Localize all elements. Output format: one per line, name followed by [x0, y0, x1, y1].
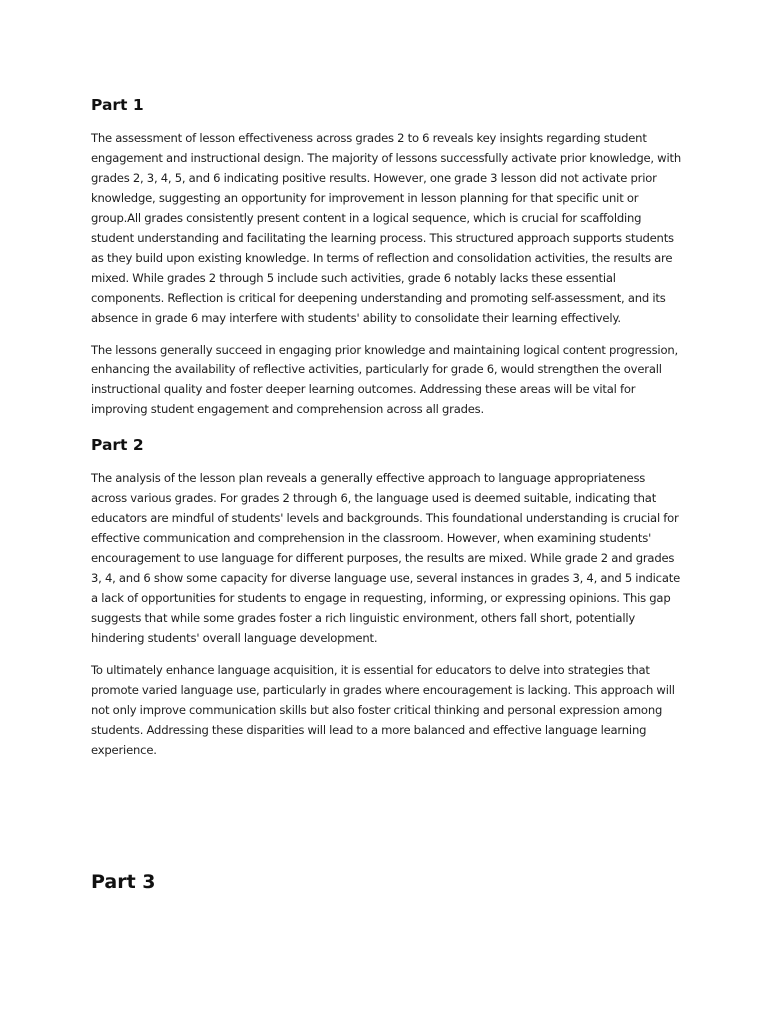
part-1-paragraph-2: The lessons generally succeed in engaging prior knowledge and maintaining logical content progression, enhancing the availability of reflective activities, particularly for grade 6, would strengthen the overall instructional quality and foster deeper learning outcomes. Addressing these areas will be vital for improving student engagement and comprehension across all grades. — [91, 342, 678, 417]
section-heading-part-3: Part 3 — [91, 870, 156, 893]
part-2-paragraph-1: The analysis of the lesson plan reveals a generally effective approach to language appropriateness across various grades. For grades 2 through 6, the language used is deemed suitable, indicating that educators are mindful of students' levels and backgrounds. This foundational understanding is crucial for effective communication and comprehension in the classroom. However, when examining students' encouragement to use language for different purposes, the results are mixed. While grade 2 and grades 3, 4, and 6 show some capacity for diverse language use, several instances in grades 3, 4, and 5 indicate a lack of opportunities for students to engage in requesting, informing, or expressing opinions. This gap suggests that while some grades foster a rich linguistic environment, others fall short, potentially hindering students' overall language development. — [91, 471, 681, 645]
part-2-paragraph-2: To ultimately enhance language acquisition, it is essential for educators to delve into strategies that promote varied language use, particularly in grades where encouragement is lacking. This approach will not only improve communication skills but also foster critical thinking and personal expression among students. Addressing these disparities will lead to a more balanced and effective language learning experience. — [91, 662, 675, 757]
part-1-paragraph-1: The assessment of lesson effectiveness across grades 2 to 6 reveals key insights regarding student engagement and instructional design. The majority of lessons successfully activate prior knowledge, with grades 2, 3, 4, 5, and 6 indicating positive results. However, one grade 3 lesson did not activate prior knowledge, suggesting an opportunity for improvement in lesson planning for that specific unit or group.All grades consistently present content in a logical sequence, which is crucial for scaffolding student understanding and facilitating the learning process. This structured approach supports students as they build upon existing knowledge. In terms of reflection and consolidation activities, the results are mixed. While grades 2 through 5 include such activities, grade 6 notably lacks these essential components. Reflection is critical for deepening understanding and promoting self-assessment, and its absence in grade 6 may interfere with students' ability to consolidate their learning effectively. — [91, 131, 681, 325]
document-body — [91, 94, 681, 894]
section-heading-part-2: Part 2 — [91, 436, 144, 455]
section-heading-part-1: Part 1 — [91, 96, 144, 114]
